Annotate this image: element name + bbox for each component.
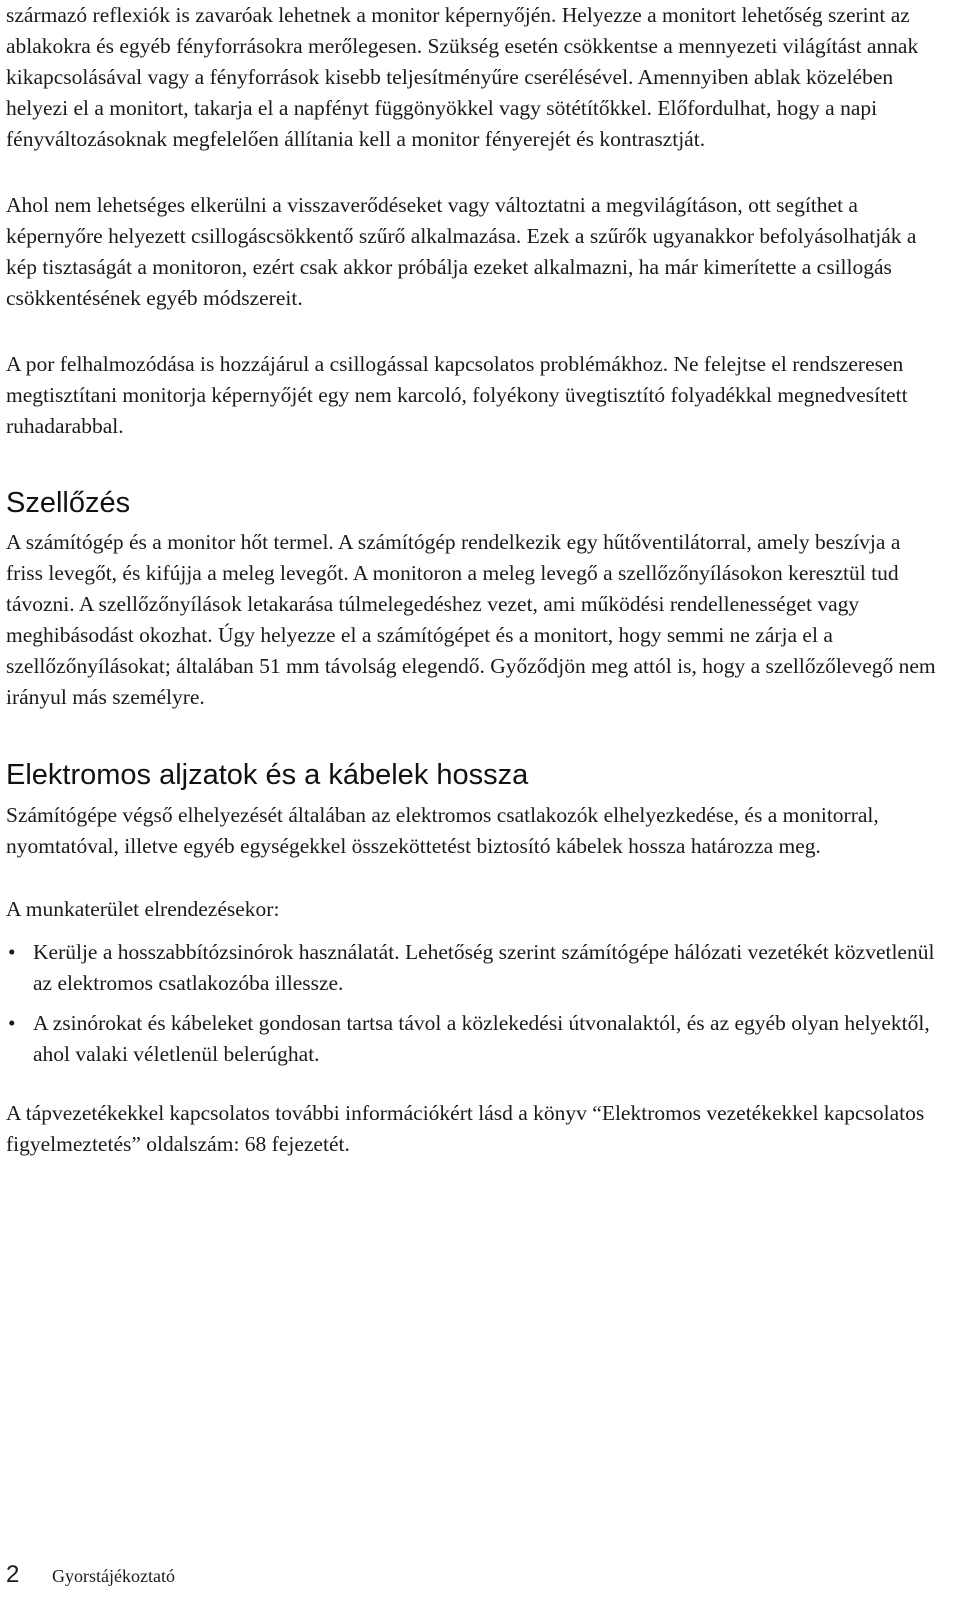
list-item xyxy=(6,937,942,999)
paragraph-dust: A por felhalmozódása is hozzájárul a csillogással kapcsolatos problémákhoz. Ne felejtse el rendszeresen megtisztítani monitorja képernyőjét egy nem karcoló, folyékony üvegtisztító folyadékkal megnedvesített ruhadarabbal. xyxy=(6,352,908,438)
page-footer xyxy=(6,1561,175,1589)
paragraph-glare-filter: Ahol nem lehetséges elkerülni a visszaverődéseket vagy változtatni a megvilágításon, ott segíthet a képernyőre helyezett csillogáscsökkentő szűrő alkalmazása. Ezek a szűrők ugyanakkor befolyásolhatják a kép tisztaságát a monitoron, ezért csak akkor próbálja ezeket alkalmazni, ha már kimerítette a csillogás csökkentésének egyéb módszereit. xyxy=(6,193,917,310)
list-item xyxy=(6,1008,942,1070)
paragraph-power: Számítógépe végső elhelyezését általában az elektromos csatlakozók elhelyezkedése, és a monitorral, nyomtatóval, illetve egyéb egységekkel összeköttetést biztosító kábelek hossza határozza meg. xyxy=(6,803,879,858)
paragraph-workspace-intro: A munkaterület elrendezésekor: xyxy=(6,897,280,921)
list-item-text: Kerülje a hosszabbítózsinórok használatát. Lehetőség szerint számítógépe hálózati vezetékét közvetlenül az elektromos csatlakozóba illessze. xyxy=(33,940,935,995)
section-heading-ventilation: Szellőzés xyxy=(6,487,131,519)
paragraph-power-cord-reference: A tápvezetékekkel kapcsolatos további információkért lásd a könyv “Elektromos vezetékekkel kapcsolatos figyelmeztetés” oldalszám: 68 fejezetét. xyxy=(6,1101,925,1156)
bullet-icon: • xyxy=(8,1011,16,1035)
document-page xyxy=(6,0,942,1160)
bullet-list xyxy=(6,937,942,1070)
section-heading-power: Elektromos aljzatok és a kábelek hossza xyxy=(6,759,529,791)
paragraph-glare-reflections: származó reflexiók is zavaróak lehetnek a monitor képernyőjén. Helyezze a monitort lehetőség szerint az ablakokra és egyéb fényforrásokra merőlegesen. Szükség esetén csökkentse a mennyezeti világítást annak kikapcsolásával vagy a fényforrások kisebb teljesítményűre cserélésével. Amennyiben ablak közelében helyezi el a monitort, takarja el a napfényt függönyökkel vagy sötétítőkkel. Előfordulhat, hogy a napi fényváltozásoknak megfelelően állítania kell a monitor fényerejét és kontrasztját. xyxy=(6,3,919,151)
paragraph-ventilation: A számítógép és a monitor hőt termel. A számítógép rendelkezik egy hűtőventilátorral, amely beszívja a friss levegőt, és kifújja a meleg levegőt. A monitoron a meleg levegő a szellőzőnyílásokon keresztül tud távozni. A szellőzőnyílások letakarása túlmelegedéshez vezet, ami működési rendellenességet vagy meghibásodást okozhat. Úgy helyezze el a számítógépet és a monitort, hogy semmi ne zárja el a szellőzőnyílásokat; általában 51 mm távolság elegendő. Győződjön meg attól is, hogy a szellőzőlevegő nem irányul más személyre. xyxy=(6,530,936,709)
list-item-text: A zsinórokat és kábeleket gondosan tartsa távol a közlekedési útvonalaktól, és az egyéb olyan helyektől, ahol valaki véletlenül belerúghat. xyxy=(33,1011,930,1066)
bullet-icon: • xyxy=(8,940,16,964)
page-number: 2 xyxy=(6,1561,20,1588)
book-title: Gyorstájékoztató xyxy=(52,1566,175,1586)
